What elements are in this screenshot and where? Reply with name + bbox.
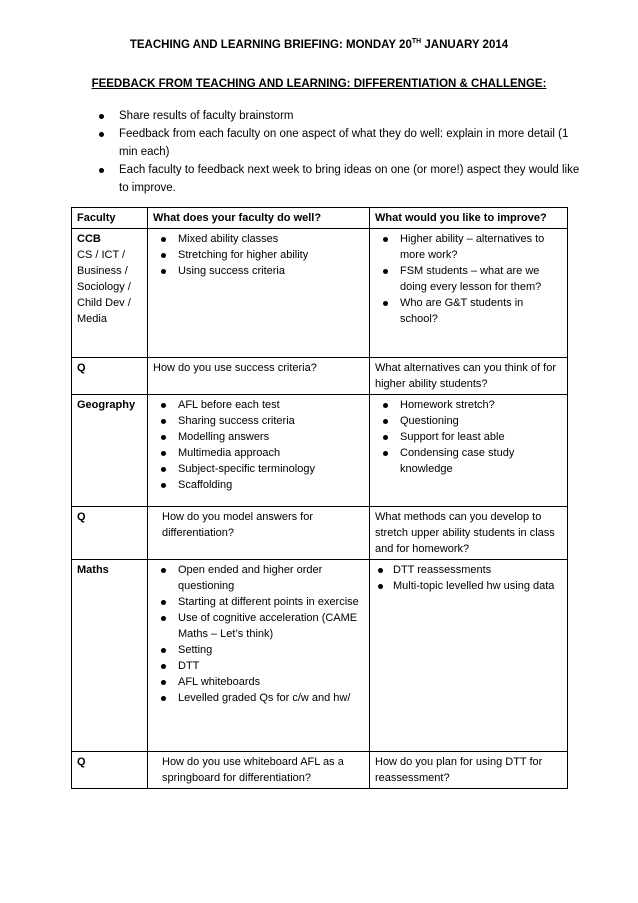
list-item: Starting at different points in exercise [153, 594, 364, 610]
column-header: Faculty [72, 208, 148, 229]
q-improve: What alternatives can you think of for higher ability students? [370, 358, 568, 395]
list-item: AFL whiteboards [153, 674, 364, 690]
list-item: Homework stretch? [375, 397, 562, 413]
feedback-table [71, 207, 568, 789]
list-item: Setting [153, 642, 364, 658]
page-title: TEACHING AND LEARNING BRIEFING: MONDAY 20TH JANUARY 2014 [129, 38, 509, 51]
intro-item: Feedback from each faculty on one aspect of what they do well: explain in more detail (1 min each) [95, 125, 585, 161]
list-item: Scaffolding [153, 477, 364, 493]
q-improve: What methods can you develop to stretch upper ability students in class and for homework? [370, 507, 568, 560]
list-item: Sharing success criteria [153, 413, 364, 429]
does-well-cell [148, 395, 370, 507]
q-label: Q [72, 752, 148, 789]
faculty-cell [72, 229, 148, 358]
list-item: Support for least able [375, 429, 562, 445]
improve-cell [370, 395, 568, 507]
list-item: Stretching for higher ability [153, 247, 364, 263]
q-improve: How do you plan for using DTT for reassessment? [370, 752, 568, 789]
list-item: DTT [153, 658, 364, 674]
column-header: What does your faculty do well? [148, 208, 370, 229]
column-header: What would you like to improve? [370, 208, 568, 229]
improve-list [375, 562, 562, 594]
improve-list [375, 397, 562, 477]
q-label: Q [72, 358, 148, 395]
improve-list [375, 231, 562, 327]
list-item: Who are G&T students in school? [375, 295, 562, 327]
list-item: Modelling answers [153, 429, 364, 445]
list-item: Mixed ability classes [153, 231, 364, 247]
q-does-well: How do you use success criteria? [148, 358, 370, 395]
q-does-well: How do you use whiteboard AFL as a springboard for differentiation? [148, 752, 370, 789]
table-row [72, 507, 568, 560]
faculty-subjects: CS / ICT / Business / Sociology / Child Dev / Media [77, 249, 131, 325]
intro-list [95, 107, 585, 197]
intro-item: Share results of faculty brainstorm [95, 107, 585, 125]
list-item: Multimedia approach [153, 445, 364, 461]
does-well-list [153, 397, 364, 493]
q-label: Q [72, 507, 148, 560]
list-item: DTT reassessments [375, 562, 562, 578]
faculty-name: CCB [77, 233, 101, 245]
q-does-well: How do you model answers for differentiation? [148, 507, 370, 560]
does-well-cell [148, 229, 370, 358]
list-item: Higher ability – alternatives to more work? [375, 231, 562, 263]
list-item: Open ended and higher order questioning [153, 562, 364, 594]
does-well-list [153, 231, 364, 279]
faculty-name: Geography [72, 395, 148, 507]
list-item: Levelled graded Qs for c/w and hw/ [153, 690, 364, 706]
list-item: FSM students – what are we doing every lesson for them? [375, 263, 562, 295]
improve-cell [370, 229, 568, 358]
table-row [72, 358, 568, 395]
table-row [72, 752, 568, 789]
does-well-list [153, 562, 364, 706]
improve-cell [370, 560, 568, 752]
faculty-name: Maths [72, 560, 148, 752]
list-item: Multi-topic levelled hw using data [375, 578, 562, 594]
list-item: Using success criteria [153, 263, 364, 279]
list-item: AFL before each test [153, 397, 364, 413]
table-row [72, 560, 568, 752]
intro-item: Each faculty to feedback next week to bring ideas on one (or more!) aspect they would like to improve. [95, 161, 585, 197]
list-item: Subject-specific terminology [153, 461, 364, 477]
table-row [72, 395, 568, 507]
list-item: Condensing case study knowledge [375, 445, 562, 477]
table-header-row [72, 208, 568, 229]
does-well-cell [148, 560, 370, 752]
section-heading: FEEDBACK FROM TEACHING AND LEARNING: DIFFERENTIATION & CHALLENGE: [91, 78, 547, 90]
table-row [72, 229, 568, 358]
list-item: Questioning [375, 413, 562, 429]
list-item: Use of cognitive acceleration (CAME Maths – Let’s think) [153, 610, 364, 642]
